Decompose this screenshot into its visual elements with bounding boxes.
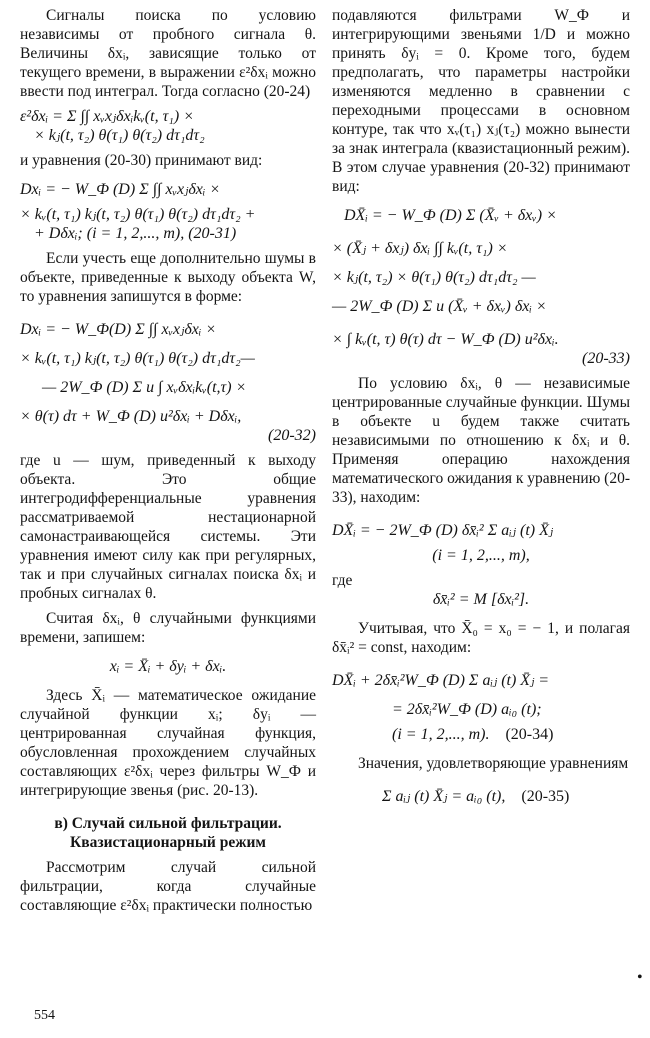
left-eq1-line2: × kⱼ(t, τ₂) θ(τ₁) θ(τ₂) dτ₁dτ₂	[34, 127, 205, 144]
right-eq1-line3: × kⱼ(t, τ₂) × θ(τ₁) θ(τ₂) dτ₁dτ₂ —	[332, 269, 536, 286]
left-eq3-line4: × θ(τ) dτ + W_Ф (D) u²δxᵢ + Dδxᵢ,	[20, 408, 242, 425]
right-eq3: δx̄ᵢ² = M [δxᵢ²].	[432, 591, 530, 608]
left-eq2-line2: × kᵥ(t, τ₁) kⱼ(t, τ₂) θ(τ₁) θ(τ₂) dτ₁dτ₂ +	[20, 206, 256, 223]
left-paragraph-2: и уравнения (20-30) принимают вид:	[20, 152, 263, 169]
left-eq1-line1: ε²δxᵢ = Σ ∫∫ xᵥxⱼδxᵢkᵥ(t, τ₁) ×	[20, 108, 194, 125]
right-eq1-line4: — 2W_Ф (D) Σ u (X̄ᵥ + δxᵥ) δxᵢ ×	[332, 298, 547, 315]
left-eq3-line2: × kᵥ(t, τ₁) kⱼ(t, τ₂) θ(τ₁) θ(τ₂) dτ₁dτ₂—	[20, 350, 255, 367]
left-paragraph-5: Считая δxᵢ, θ случайными функциями времени, запишем:	[20, 610, 316, 646]
left-paragraph-4: где u — шум, приведенный к выходу объекта. Это общие интегродифференциальные уравнения рассматриваемой нестационарной самонастраивающейся системы. Эти уравнения имеют силу как при регулярных, так и при случайных сигналах поиска δxᵢ и пробных сигналах θ.	[20, 452, 316, 602]
left-paragraph-7: Рассмотрим случай сильной фильтрации, когда случайные составляющие ε²δxᵢ практически полностью	[20, 859, 316, 914]
right-paragraph-2: По условию δxᵢ, θ — независимые центрированные случайные функции. Шумы в объекте u будем также считать независимыми по отношению к δxᵢ и θ. Применяя операцию нахождения математического ожидания к уравнению (20-33), находим:	[332, 375, 630, 506]
right-eq5-tag: (20-35)	[521, 788, 570, 805]
right-eq1-line2: × (X̄ⱼ + δxⱼ) δxᵢ ∫∫ kᵥ(t, τ₁) ×	[332, 240, 508, 257]
right-paragraph-1: подавляются фильтрами W_Ф и интегрирующими звеньями 1/D и можно принять δyᵢ = 0. Кроме того, будем предполагать, что параметры настройки изменяются медленно в сравнении с переходными процессами в основном контуре, так что xᵥ(τ₁) xⱼ(τ₂) можно вынести за знак интеграла (квазистационный режим). В этом случае уравнения (20-32) принимают вид:	[332, 7, 630, 195]
right-eq4-line1: DX̄ᵢ + 2δx̄ᵢ²W_Ф (D) Σ aᵢⱼ (t) X̄ⱼ =	[332, 672, 550, 689]
right-paragraph-4: Значения, удовлетворяющие уравнениям	[358, 755, 629, 772]
left-eq4: xᵢ = X̄ᵢ + δyᵢ + δxᵢ.	[109, 658, 227, 675]
right-eq4-line3-text: (i = 1, 2,..., m).	[392, 726, 490, 743]
right-eq4-line2: = 2δx̄ᵢ²W_Ф (D) aᵢ₀ (t);	[392, 701, 542, 718]
left-eq3-tag: (20-32)	[268, 427, 316, 444]
ink-dot: •	[637, 969, 643, 986]
right-eq1-tag: (20-33)	[582, 350, 630, 367]
left-paragraph-6: Здесь X̄ᵢ — математическое ожидание случайной функции xᵢ; δyᵢ — центрированная случайная функция, обусловленная прохождением случайных составляющих ε²δxᵢ через фильтры W_Ф и интегрирующие звенья (рис. 20-13).	[20, 687, 316, 799]
left-paragraph-3: Если учесть еще дополнительно шумы в объекте, приведенные к выходу объекта W, то уравнения запишутся в форме:	[20, 250, 316, 305]
left-eq3-line1: Dxᵢ = − W_Ф(D) Σ ∫∫ xᵥxⱼδxᵢ ×	[20, 321, 217, 338]
right-eq1-line5: × ∫ kᵥ(t, τ) θ(τ) dτ − W_Ф (D) u²δxᵢ.	[332, 331, 559, 348]
left-eq2-line3: + Dδxᵢ; (i = 1, 2,..., m), (20-31)	[34, 225, 237, 242]
right-eq4-line3	[332, 725, 630, 744]
right-eq1-line1: DX̄ᵢ = − W_Ф (D) Σ (X̄ᵥ + δxᵥ) ×	[344, 207, 557, 224]
page-number: 554	[34, 1008, 55, 1023]
right-column	[332, 6, 630, 806]
left-paragraph-1: Сигналы поиска по условию независимы от пробного сигнала θ. Величины δxᵢ, зависящие только от текущего времени, в выражении ε²δxᵢ можно ввести под интеграл. Тогда согласно (20-24)	[20, 7, 316, 100]
right-eq5-text: Σ aᵢⱼ (t) X̄ⱼ = aᵢ₀ (t),	[382, 788, 506, 805]
right-paragraph-3: Учитывая, что X̄₀ = x₀ = − 1, и полагая δx̄ᵢ² = const, находим:	[332, 620, 630, 656]
right-eq5	[332, 787, 630, 806]
right-where: где	[332, 572, 353, 589]
left-column	[20, 6, 316, 915]
right-eq4-tag: (20-34)	[505, 726, 554, 743]
right-eq2-line2: (i = 1, 2,..., m),	[432, 547, 530, 564]
section-heading-line1: в) Случай сильной фильтрации.	[54, 815, 282, 832]
right-eq2-line1: DX̄ᵢ = − 2W_Ф (D) δx̄ᵢ² Σ aᵢⱼ (t) X̄ⱼ	[332, 522, 554, 539]
left-eq2-line1: Dxᵢ = − W_Ф (D) Σ ∫∫ xᵥxⱼδxᵢ ×	[20, 181, 221, 198]
left-eq3-line3: — 2W_Ф (D) Σ u ∫ xᵥδxᵢkᵥ(t,τ) ×	[42, 379, 247, 396]
section-heading-line2: Квазистационарный режим	[70, 834, 266, 851]
